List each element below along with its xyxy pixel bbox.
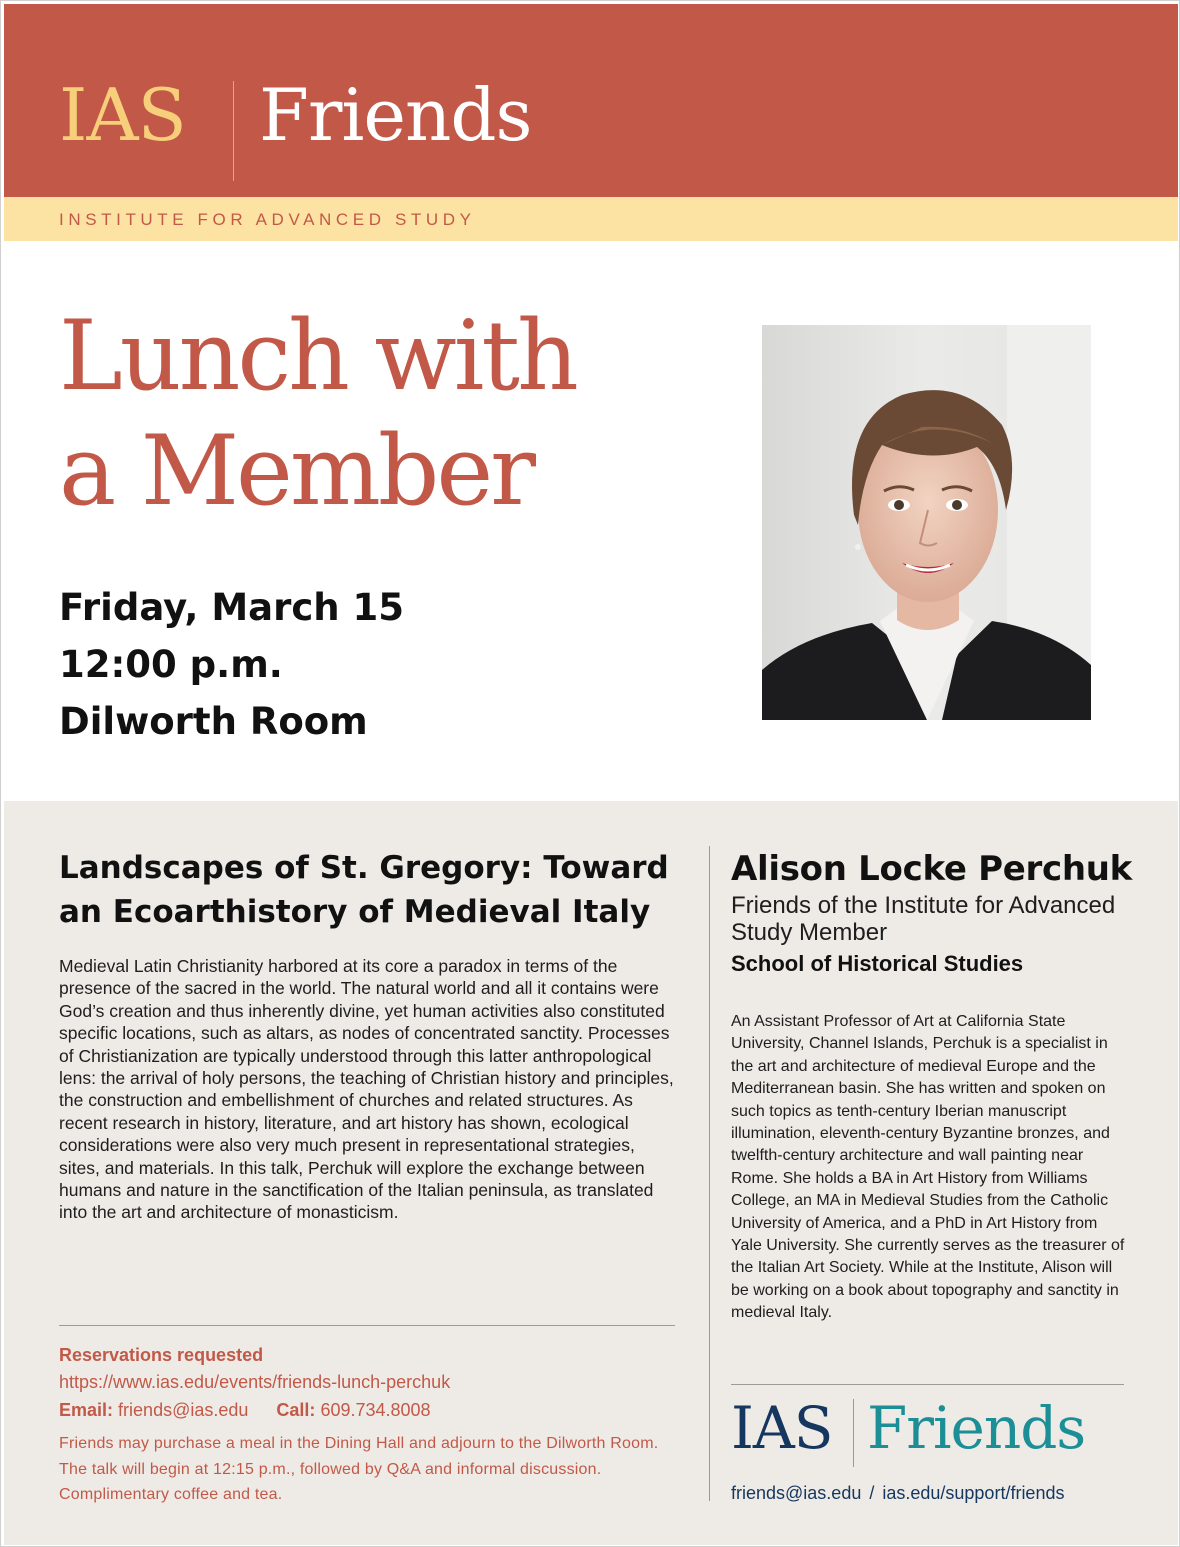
logo-friends-text: Friends: [259, 73, 532, 157]
reservation-phone: 609.734.8008: [320, 1400, 431, 1420]
logo-divider: [233, 81, 234, 181]
reservation-email-link[interactable]: friends@ias.edu: [118, 1400, 249, 1420]
event-title-line-2: a Member: [59, 415, 534, 527]
talk-title: Landscapes of St. Gregory: Toward an Ecoarthistory of Medieval Italy: [59, 850, 669, 930]
member-bio: An Assistant Professor of Art at California State University, Channel Islands, Perchuk is a specialist in the art and architecture of medieval Europe and the Mediterranean basin. She has written and spoken on such topics as tenth-century Iberian manuscript illumination, eleventh-century Byzantine bronzes, and twelfth-century architecture and wall painting near Rome. She holds a BA in Art History from Williams College, an MA in Medieval Studies from the Catholic University of America, and a PhD in Art History from Yale University. She currently serves as the treasurer of the Italian Art Society. While at the Institute, Alison will be working on a book about topography and sanctity in medieval Italy.: [731, 1013, 1125, 1322]
event-date: Friday, March 15: [59, 586, 405, 629]
reservation-note: Friends may purchase a meal in the Dining Hall and adjourn to the Dilworth Room. The talk will begin at 12:15 p.m., followed by Q&A and informal discussion. Complimentary coffee and tea.: [59, 1435, 659, 1503]
reservation-link[interactable]: https://www.ias.edu/events/friends-lunch-perchuk: [59, 1372, 451, 1392]
portrait-illustration: [762, 325, 1091, 720]
event-title-line-1: Lunch with: [59, 300, 576, 412]
member-portrait: [762, 325, 1091, 720]
divider-rule: [59, 1325, 675, 1326]
event-room: Dilworth Room: [59, 700, 368, 743]
footer-website-link[interactable]: ias.edu/support/friends: [882, 1483, 1065, 1503]
footer-separator: /: [869, 1483, 875, 1503]
footer-logo-friends: Friends: [867, 1394, 1086, 1462]
reservations-heading: Reservations requested: [59, 1345, 264, 1365]
email-label: Email:: [59, 1400, 114, 1420]
divider-rule: [731, 1384, 1124, 1385]
event-title: [59, 299, 576, 529]
member-name: Alison Locke Perchuk: [731, 849, 1132, 889]
institute-name: INSTITUTE FOR ADVANCED STUDY: [59, 210, 476, 229]
reservation-contact: [59, 1400, 431, 1421]
call-label: Call:: [276, 1400, 316, 1420]
logo-ias-text: IAS: [59, 73, 186, 157]
footer-logo-divider: [853, 1399, 854, 1467]
footer-contact: [731, 1483, 1064, 1504]
event-time: 12:00 p.m.: [59, 643, 283, 686]
talk-abstract: Medieval Latin Christianity harbored at its core a paradox in terms of the presence of the sacred in the world. The natural world and all it contains were God’s creation and thus inherently divine, yet human activities also constituted specific locations, such as altars, as nodes of concentrated sanctity. Processes of Christianization are typically understood through this latter anthropological lens: the arrival of holy persons, the teaching of Christian history and principles, the construction and embellishment of churches and related structures. As recent research in history, literature, and art history has shown, ecological considerations were also very much present in representational strategies, sites, and materials. In this talk, Perchuk will explore the exchange between humans and nature in the sanctification of the Italian peninsula, as translated into the art and architecture of monasticism.: [59, 956, 674, 1223]
member-school: School of Historical Studies: [731, 951, 1024, 976]
footer-email-link[interactable]: friends@ias.edu: [731, 1483, 862, 1503]
member-role: Friends of the Institute for Advanced Study Member: [731, 892, 1116, 946]
column-divider: [709, 846, 710, 1501]
footer-logo-ias: IAS: [731, 1394, 833, 1462]
